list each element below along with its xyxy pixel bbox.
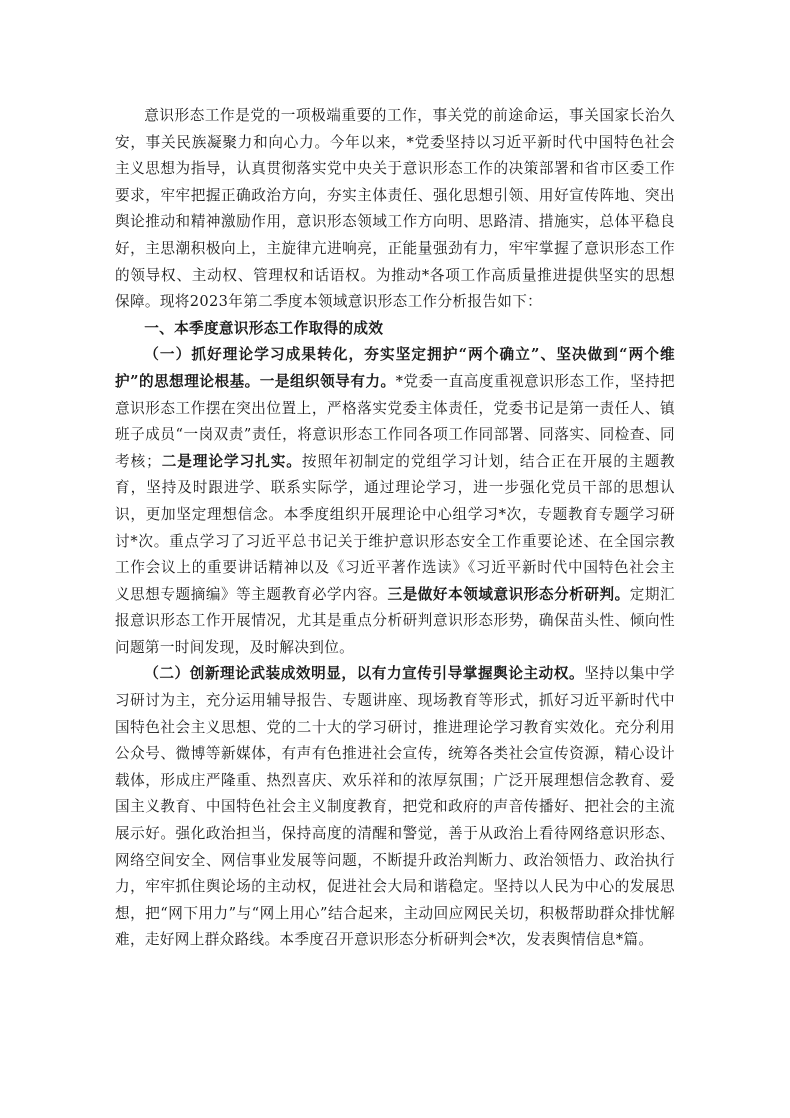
point-title-analysis: 三是做好本领域意识形态分析研判。 bbox=[387, 585, 630, 603]
paragraph-theory-study bbox=[115, 342, 675, 661]
subsection-title-public-opinion: （二）创新理论武装成效明显，以有力宣传引导掌握舆论主动权。 bbox=[144, 665, 585, 683]
section-heading-achievements: 一、本季度意识形态工作取得的成效 bbox=[144, 319, 384, 337]
point-title-study: 二是理论学习扎实。 bbox=[161, 452, 302, 470]
subsection-text-public-opinion: 坚持以集中学习研讨为主，充分运用辅导报告、专题讲座、现场教育等形式，抓好习近平新时代中国特色社会主义思想、党的二十大的学习研讨，推进理论学习教育实效化。充分利用公众号、微博等新媒体，有声有色推进社会宣传，统筹各类社会宣传资源，精心设计载体，形成庄严隆重、热烈喜庆、欢乐祥和的浓厚氛围；广泛开展理想信念教育、爱国主义教育、中国特色社会主义制度教育，把党和政府的声音传播好、把社会的主流展示好。强化政治担当，保持高度的清醒和警觉，善于从政治上看待网络意识形态、网络空间安全、网信事业发展等问题，不断提升政治判断力、政治领悟力、政治执行力，牢牢抓住舆论场的主动权，促进社会大局和谐稳定。坚持以人民为中心的发展思想，把“网下用力”与“网上用心”结合起来，主动回应网民关切，积极帮助群众排忧解难，走好网上群众路线。本季度召开意识形态分析研判会*次，发表舆情信息*篇。 bbox=[115, 665, 675, 949]
document-body bbox=[115, 103, 675, 954]
point-text-leadership: *党委一直高度重视意识形态工作，坚持把意识形态工作摆在突出位置上，严格落实党委主体责任，党委书记是第一责任人、镇班子成员“一岗双责”责任，将意识形态工作同各项工作同部署、同落实、同检查、同考核； bbox=[115, 372, 675, 470]
point-title-leadership: 一是组织领导有力。 bbox=[259, 372, 396, 390]
subsection-title-theory-study: （一）抓好理论学习成果转化，夯实坚定拥护“两个确立”、坚决做到“两个维护”的思想理论根基。 bbox=[115, 346, 675, 390]
intro-paragraph: 意识形态工作是党的一项极端重要的工作，事关党的前途命运，事关国家长治久安，事关民族凝聚力和向心力。今年以来，*党委坚持以习近平新时代中国特色社会主义思想为指导，认真贯彻落实党中央关于意识形态工作的决策部署和省市区委工作要求，牢牢把握正确政治方向，夯实主体责任、强化思想引领、用好宣传阵地、突出舆论推动和精神激励作用，意识形态领域工作方向明、思路清、措施实，总体平稳良好，主思潮积极向上，主旋律亢进响亮，正能量强劲有力，牢牢掌握了意识形态工作的领导权、主动权、管理权和话语权。为推动*各项工作高质量推进提供坚实的思想保障。现将2023年第二季度本领域意识形态工作分析报告如下： bbox=[115, 107, 675, 311]
paragraph-public-opinion bbox=[115, 661, 675, 954]
point-text-study: 按照年初制定的党组学习计划，结合正在开展的主题教育，坚持及时跟进学、联系实际学，通过理论学习，进一步强化党员干部的思想认识，更加坚定理想信念。本季度组织开展理论中心组学习*次，专题教育专题学习研讨*次。重点学习了习近平总书记关于维护意识形态安全工作重要论述、在全国宗教工作会议上的重要讲话精神以及《习近平著作选读》《习近平新时代中国特色社会主义思想专题摘编》等主题教育必学内容。 bbox=[115, 452, 675, 603]
point-text-analysis: 定期汇报意识形态工作开展情况，尤其是重点分析研判意识形态形势，确保苗头性、倾向性问题第一时间发现，及时解决到位。 bbox=[115, 585, 675, 656]
